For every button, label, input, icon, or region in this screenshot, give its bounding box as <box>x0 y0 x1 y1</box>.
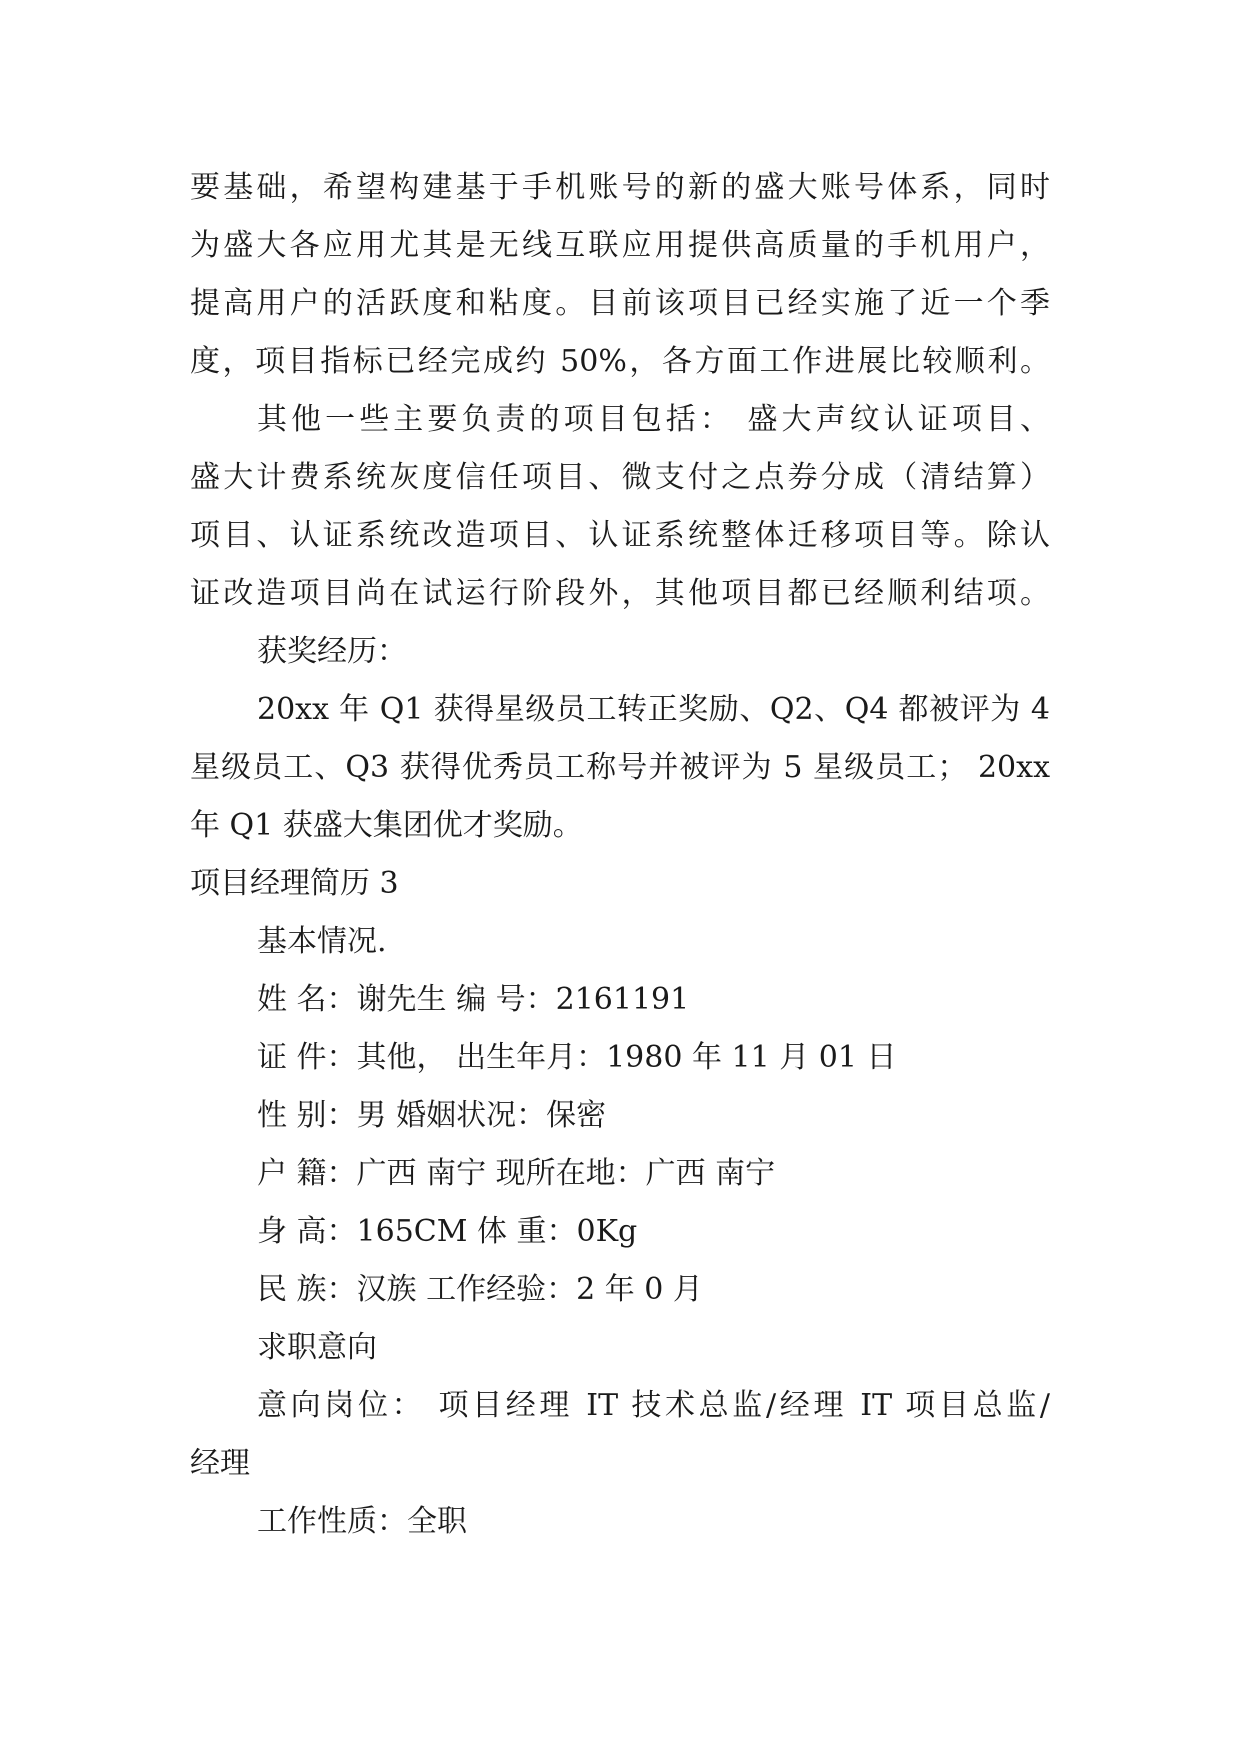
info-line: 民 族：汉族 工作经验：2 年 0 月 <box>257 1272 703 1307</box>
paragraph-line: 证改造项目尚在试运行阶段外，其他项目都已经顺利结项。 <box>190 576 1050 611</box>
info-line: 户 籍：广西 南宁 现所在地：广西 南宁 <box>257 1156 776 1191</box>
info-line: 经理 <box>190 1446 250 1481</box>
info-line: 意向岗位： 项目经理 IT 技术总监/经理 IT 项目总监/ <box>257 1388 1050 1423</box>
paragraph-line: 20xx 年 Q1 获得星级员工转正奖励、Q2、Q4 都被评为 4 <box>257 692 1050 727</box>
section-label: 基本情况. <box>257 924 387 959</box>
info-line: 证 件：其他， 出生年月：1980 年 11 月 01 日 <box>257 1040 897 1075</box>
paragraph-line: 星级员工、Q3 获得优秀员工称号并被评为 5 星级员工； 20xx <box>190 750 1050 785</box>
paragraph-line: 提高用户的活跃度和粘度。目前该项目已经实施了近一个季 <box>190 286 1050 321</box>
info-line: 身 高：165CM 体 重：0Kg <box>257 1214 638 1249</box>
paragraph-line: 为盛大各应用尤其是无线互联应用提供高质量的手机用户， <box>190 228 1050 263</box>
info-line: 性 别：男 婚姻状况：保密 <box>257 1098 607 1133</box>
section-label: 求职意向 <box>257 1330 377 1365</box>
info-line: 姓 名：谢先生 编 号：2161191 <box>257 982 690 1017</box>
paragraph-line: 年 Q1 获盛大集团优才奖励。 <box>190 808 583 843</box>
paragraph-line: 度，项目指标已经完成约 50%，各方面工作进展比较顺利。 <box>190 344 1050 379</box>
info-line: 工作性质：全职 <box>257 1504 467 1539</box>
section-label: 获奖经历： <box>257 634 407 669</box>
paragraph-line: 盛大计费系统灰度信任项目、微支付之点券分成（清结算） <box>190 460 1050 495</box>
paragraph-line: 要基础，希望构建基于手机账号的新的盛大账号体系，同时 <box>190 170 1050 205</box>
paragraph-line: 其他一些主要负责的项目包括： 盛大声纹认证项目、 <box>257 402 1050 437</box>
paragraph-line: 项目、认证系统改造项目、认证系统整体迁移项目等。除认 <box>190 518 1050 553</box>
section-heading: 项目经理简历 3 <box>190 866 399 901</box>
